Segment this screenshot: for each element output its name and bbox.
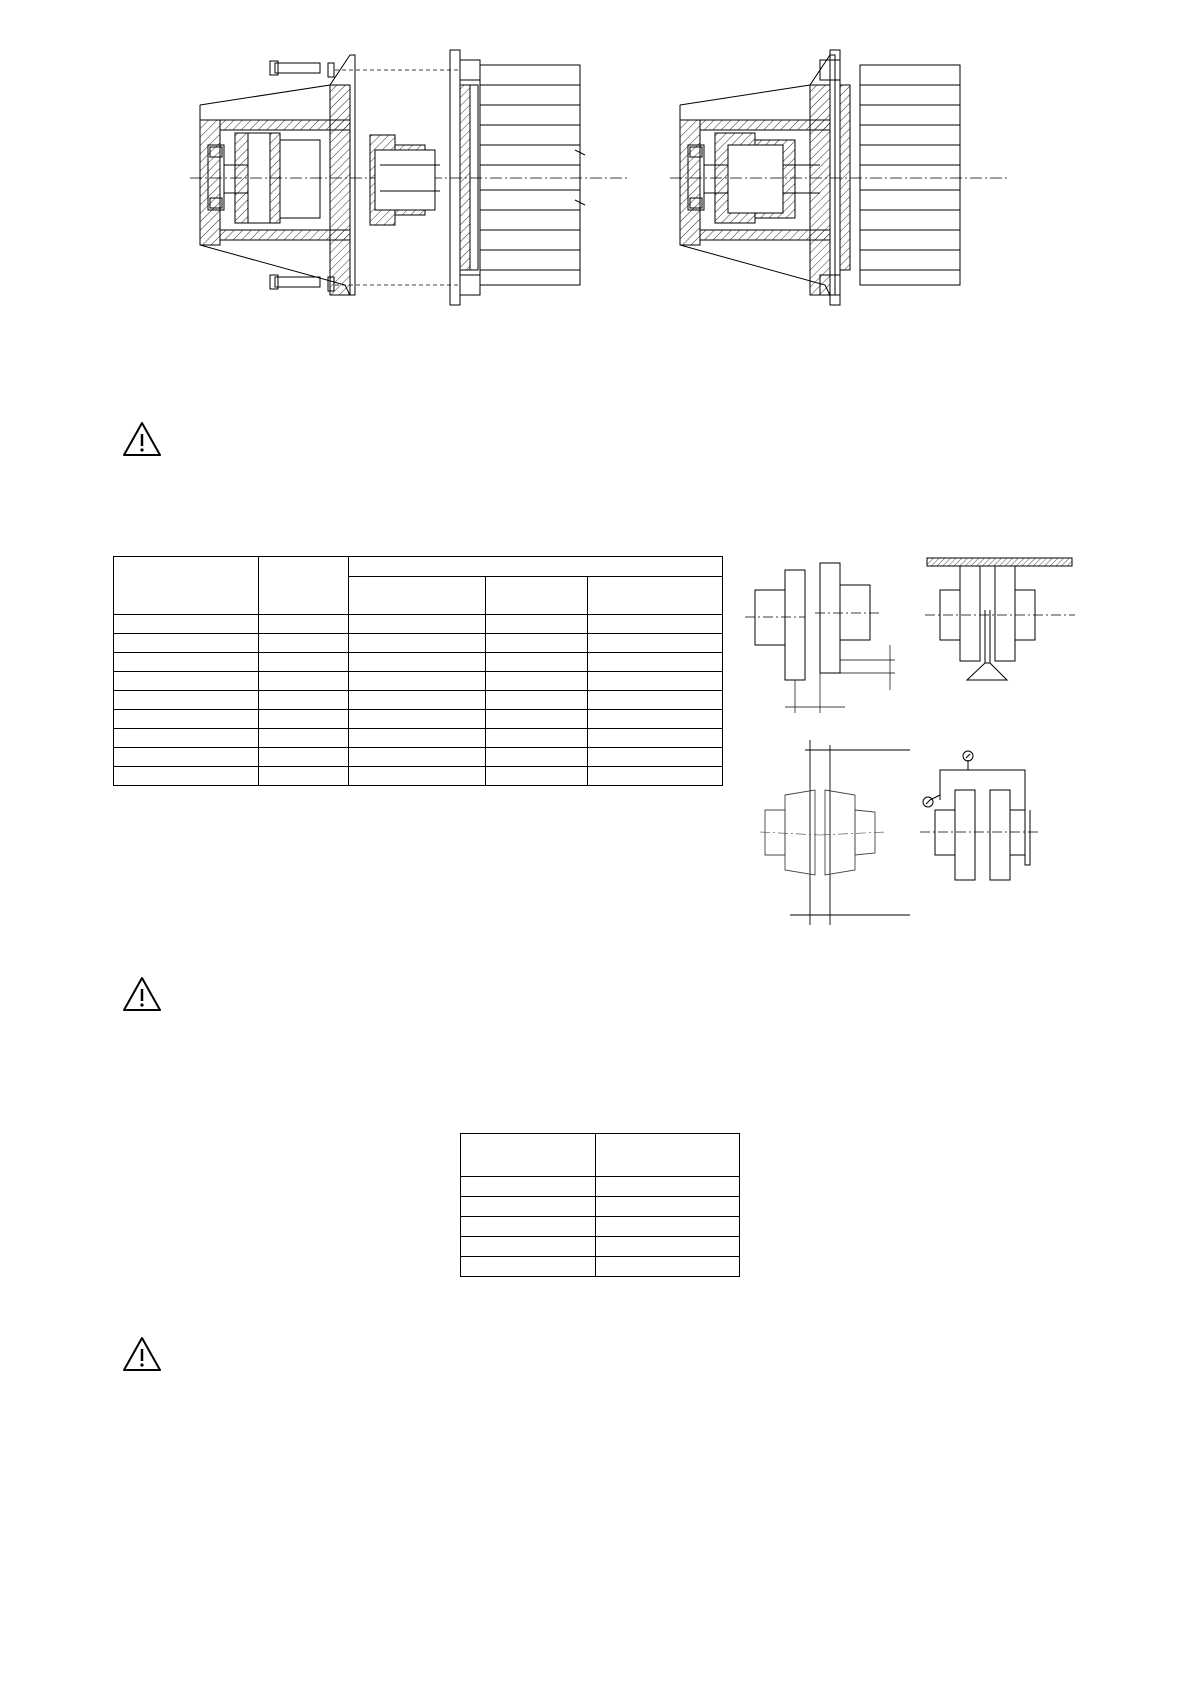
table-cell [348,729,486,748]
table-cell [258,729,348,748]
table-cell [258,615,348,634]
table-cell [486,767,588,786]
table-cell [461,1257,596,1277]
table-row [114,729,723,748]
table-cell [595,1177,739,1197]
table-cell [486,615,588,634]
table-header-cell [348,577,486,615]
table-row [114,672,723,691]
table-header-cell [595,1134,739,1177]
table-cell [486,710,588,729]
table-row [114,615,723,634]
table-header-cell [486,577,588,615]
table-cell [348,634,486,653]
table-cell [486,748,588,767]
straightedge-check-diagram [925,555,1075,695]
table-cell [588,729,723,748]
table-cell [588,767,723,786]
table-cell [114,767,259,786]
table-cell [348,653,486,672]
table-cell [588,653,723,672]
table-header-cell [348,557,722,577]
table-row [114,653,723,672]
table-cell [348,672,486,691]
table-cell [486,672,588,691]
table-cell [595,1217,739,1237]
table-cell [258,710,348,729]
table-header-cell [114,557,259,615]
assembly-mounted-drawing [670,45,1010,335]
table-row [114,710,723,729]
table-cell [114,691,259,710]
table-cell [258,672,348,691]
table-cell [114,748,259,767]
table-cell [588,748,723,767]
table-cell [348,691,486,710]
tolerance-table [113,556,723,786]
table-cell [486,729,588,748]
assembly-exploded-drawing [190,45,630,335]
torque-table [460,1133,740,1277]
table-header-cell [461,1134,596,1177]
table-cell [588,634,723,653]
table-cell [348,748,486,767]
table-cell [461,1217,596,1237]
table-cell [486,691,588,710]
table-cell [461,1177,596,1197]
table-cell [461,1237,596,1257]
table-row [461,1257,740,1277]
table-cell [114,634,259,653]
table-row [461,1177,740,1197]
table-cell [258,691,348,710]
table-cell [258,634,348,653]
table-cell [588,691,723,710]
dial-indicator-diagram [920,750,1060,900]
table-cell [114,672,259,691]
table-cell [588,672,723,691]
warning-triangle-icon [122,420,162,458]
table-cell [258,748,348,767]
table-cell [114,653,259,672]
table-cell [114,710,259,729]
table-header-cell [588,577,723,615]
table-row [114,767,723,786]
table-cell [486,653,588,672]
table-cell [595,1257,739,1277]
table-cell [258,653,348,672]
table-header-cell [258,557,348,615]
table-cell [486,634,588,653]
table-cell [258,767,348,786]
table-cell [461,1197,596,1217]
table-row [461,1217,740,1237]
radial-offset-diagram [745,555,905,715]
table-row [461,1197,740,1217]
table-row [114,691,723,710]
table-cell [595,1197,739,1217]
table-cell [348,767,486,786]
table-row [461,1237,740,1257]
table-cell [595,1237,739,1257]
table-row [114,634,723,653]
angular-misalignment-diagram [760,740,920,930]
table-cell [114,729,259,748]
warning-triangle-icon [122,1335,162,1373]
table-cell [588,615,723,634]
table-row [114,748,723,767]
table-cell [348,710,486,729]
table-cell [348,615,486,634]
table-cell [588,710,723,729]
table-cell [114,615,259,634]
warning-triangle-icon [122,975,162,1013]
